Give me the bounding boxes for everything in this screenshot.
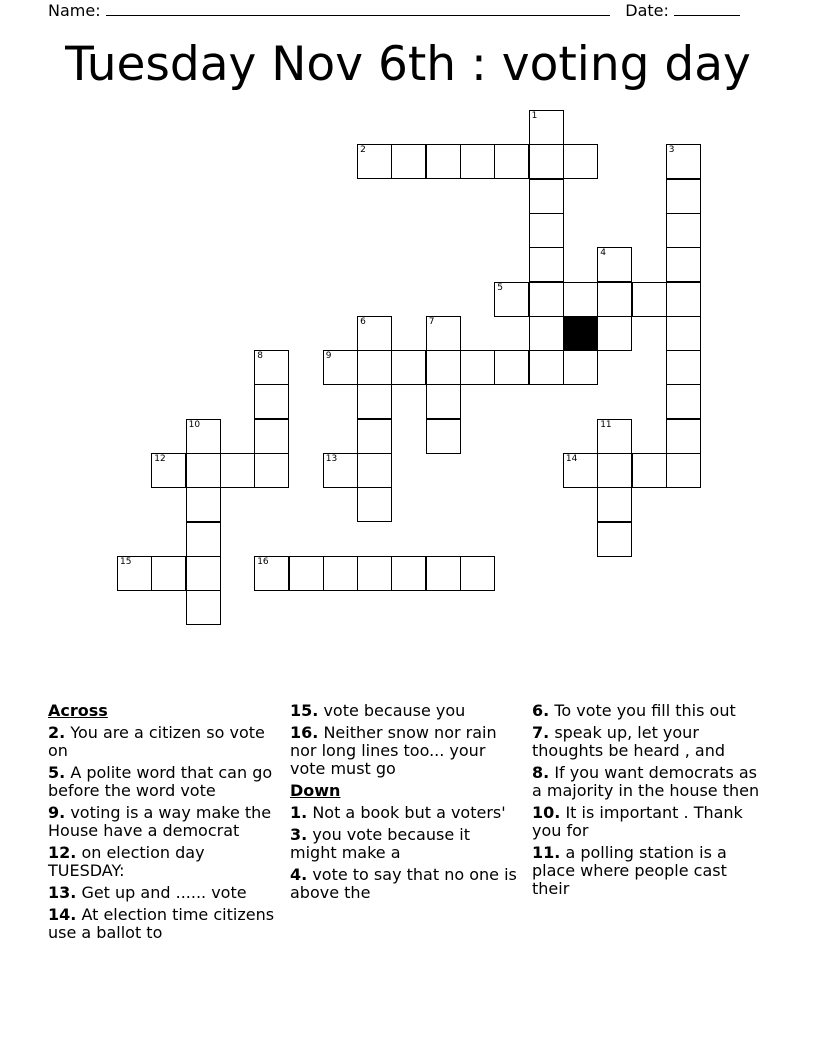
grid-cell[interactable] [151, 453, 186, 488]
grid-cell[interactable] [357, 384, 392, 419]
grid-cell[interactable] [666, 179, 701, 214]
grid-cell[interactable] [494, 350, 529, 385]
grid-cell[interactable] [357, 453, 392, 488]
grid-cell[interactable] [666, 247, 701, 282]
cell-number: 4 [600, 248, 606, 259]
clue-text: vote to say that no one is above the [290, 865, 517, 902]
clue-text: on election day TUESDAY: [48, 843, 205, 880]
grid-cell[interactable] [289, 556, 324, 591]
grid-cell[interactable] [391, 556, 426, 591]
clue-down-7 [532, 724, 768, 760]
clue-down-3 [290, 826, 518, 862]
date-label: Date: [625, 1, 669, 20]
grid-cell[interactable] [632, 453, 667, 488]
grid-cell[interactable] [494, 282, 529, 317]
cell-number: 14 [565, 454, 578, 464]
clue-across-9 [48, 804, 280, 840]
grid-cell[interactable] [529, 213, 564, 248]
clue-down-4 [290, 866, 518, 902]
grid-cell[interactable] [563, 144, 598, 179]
cell-number: 5 [497, 282, 504, 293]
grid-cell[interactable] [460, 350, 495, 385]
grid-cell[interactable] [357, 419, 392, 454]
grid-cell[interactable] [460, 556, 495, 591]
clues-column-1 [48, 702, 280, 946]
grid-cell[interactable] [426, 384, 461, 419]
clue-down-1 [290, 804, 518, 822]
grid-cell[interactable] [391, 144, 426, 179]
cell-number: 8 [257, 351, 263, 362]
grid-cell[interactable] [357, 487, 392, 522]
grid-cell[interactable] [186, 522, 221, 557]
clue-across-16 [290, 724, 518, 778]
grid-cell[interactable] [529, 179, 564, 214]
grid-cell[interactable] [357, 556, 392, 591]
grid-cell[interactable] [151, 556, 186, 591]
clue-text: you vote because it might make a [290, 825, 470, 862]
clue-text: vote because you [323, 701, 466, 720]
clue-across-15 [290, 702, 518, 720]
clue-number: 3. [290, 825, 308, 844]
cell-number: 15 [120, 556, 132, 567]
grid-cell[interactable] [666, 282, 701, 317]
grid-cell[interactable] [597, 282, 632, 317]
grid-cell[interactable] [323, 453, 358, 488]
grid-cell[interactable] [597, 453, 632, 488]
clue-number: 16. [290, 723, 319, 742]
clue-down-6 [532, 702, 768, 720]
clue-down-11 [532, 844, 768, 898]
clue-number: 8. [532, 763, 550, 782]
clue-across-12 [48, 844, 220, 880]
grid-cell[interactable] [426, 419, 461, 454]
grid-cell[interactable] [220, 453, 255, 488]
black-cell [563, 316, 598, 351]
grid-cell[interactable] [117, 556, 152, 591]
grid-cell[interactable] [186, 556, 221, 591]
clue-number: 13. [48, 883, 77, 902]
grid-cell[interactable] [357, 316, 392, 351]
clue-text: To vote you fill this out [554, 701, 736, 720]
grid-cell[interactable] [460, 144, 495, 179]
cell-number: 10 [188, 419, 201, 430]
clue-text: a polling station is a place where people cast their [532, 843, 727, 898]
grid-cell[interactable] [426, 350, 461, 385]
page-title: Tuesday Nov 6th : voting day [65, 37, 751, 92]
grid-cell[interactable] [597, 316, 632, 351]
grid-cell[interactable] [666, 316, 701, 351]
clue-text: Get up and ...... vote [81, 883, 247, 902]
clue-down-10 [532, 804, 768, 840]
grid-cell[interactable] [426, 316, 461, 351]
cell-number: 11 [600, 419, 612, 430]
clues-column-2 [290, 702, 518, 906]
clue-text: speak up, let your thoughts be heard , and [532, 723, 726, 760]
clue-across-5 [48, 764, 280, 800]
grid-cell[interactable] [426, 556, 461, 591]
clue-number: 4. [290, 865, 308, 884]
clue-number: 2. [48, 723, 66, 742]
grid-cell[interactable] [323, 556, 358, 591]
grid-cell[interactable] [254, 384, 289, 419]
grid-cell[interactable] [597, 247, 632, 282]
grid-cell[interactable] [357, 144, 392, 179]
grid-cell[interactable] [186, 487, 221, 522]
grid-cell[interactable] [563, 453, 598, 488]
grid-cell[interactable] [186, 453, 221, 488]
grid-cell[interactable] [254, 556, 289, 591]
clue-text: A polite word that can go before the word vote [48, 763, 273, 800]
clue-across-14 [48, 906, 280, 942]
clue-number: 14. [48, 905, 77, 924]
grid-cell[interactable] [186, 419, 221, 454]
cell-number: 12 [154, 454, 166, 464]
clue-text: voting is a way make the House have a democrat [48, 803, 272, 840]
clues-column-3 [532, 702, 768, 902]
grid-cell[interactable] [666, 453, 701, 488]
grid-cell[interactable] [323, 350, 358, 385]
cell-number: 9 [325, 351, 332, 362]
clue-text: Neither snow nor rain nor long lines too... your vote must go [290, 723, 497, 778]
cell-number: 6 [360, 316, 366, 327]
cell-number: 13 [325, 454, 338, 464]
grid-cell[interactable] [254, 350, 289, 385]
clue-number: 10. [532, 803, 561, 822]
clue-number: 6. [532, 701, 550, 720]
grid-cell[interactable] [186, 590, 221, 625]
clue-number: 1. [290, 803, 308, 822]
grid-cell[interactable] [666, 419, 701, 454]
grid-cell[interactable] [666, 144, 701, 179]
grid-cell[interactable] [529, 316, 564, 351]
clue-number: 12. [48, 843, 77, 862]
clue-number: 7. [532, 723, 550, 742]
down-heading: Down [290, 781, 341, 800]
grid-cell[interactable] [597, 487, 632, 522]
clue-down-8 [532, 764, 768, 800]
grid-cell[interactable] [597, 419, 632, 454]
grid-cell[interactable] [391, 350, 426, 385]
grid-cell[interactable] [254, 453, 289, 488]
clue-text: At election time citizens use a ballot to [48, 905, 275, 942]
clue-text: If you want democrats as a majority in the house then [532, 763, 760, 800]
cell-number: 16 [257, 556, 269, 567]
cell-number: 2 [360, 145, 366, 156]
grid-cell[interactable] [357, 350, 392, 385]
grid-cell[interactable] [632, 282, 667, 317]
grid-cell[interactable] [529, 350, 564, 385]
clue-across-13 [48, 884, 280, 902]
grid-cell[interactable] [563, 350, 598, 385]
clue-number: 9. [48, 803, 66, 822]
grid-cell[interactable] [529, 247, 564, 282]
grid-cell[interactable] [666, 384, 701, 419]
grid-cell[interactable] [666, 213, 701, 248]
grid-cell[interactable] [529, 144, 564, 179]
clue-text: You are a citizen so vote on [48, 723, 265, 760]
clue-number: 11. [532, 843, 561, 862]
cell-number: 1 [531, 111, 538, 121]
grid-cell[interactable] [254, 419, 289, 454]
grid-cell[interactable] [494, 144, 529, 179]
across-heading: Across [48, 701, 108, 720]
clue-text: Not a book but a voters' [312, 803, 506, 822]
grid-cell[interactable] [597, 522, 632, 557]
clue-number: 5. [48, 763, 66, 782]
grid-cell[interactable] [426, 144, 461, 179]
cell-number: 3 [668, 145, 675, 156]
clue-across-2 [48, 724, 280, 760]
cell-number: 7 [428, 316, 435, 327]
clue-text: It is important . Thank you for [532, 803, 743, 840]
clue-number: 15. [290, 701, 319, 720]
grid-cell[interactable] [666, 350, 701, 385]
grid-cell[interactable] [529, 110, 564, 145]
name-label: Name: [48, 1, 101, 20]
grid-cell[interactable] [529, 282, 564, 317]
grid-cell[interactable] [563, 282, 598, 317]
